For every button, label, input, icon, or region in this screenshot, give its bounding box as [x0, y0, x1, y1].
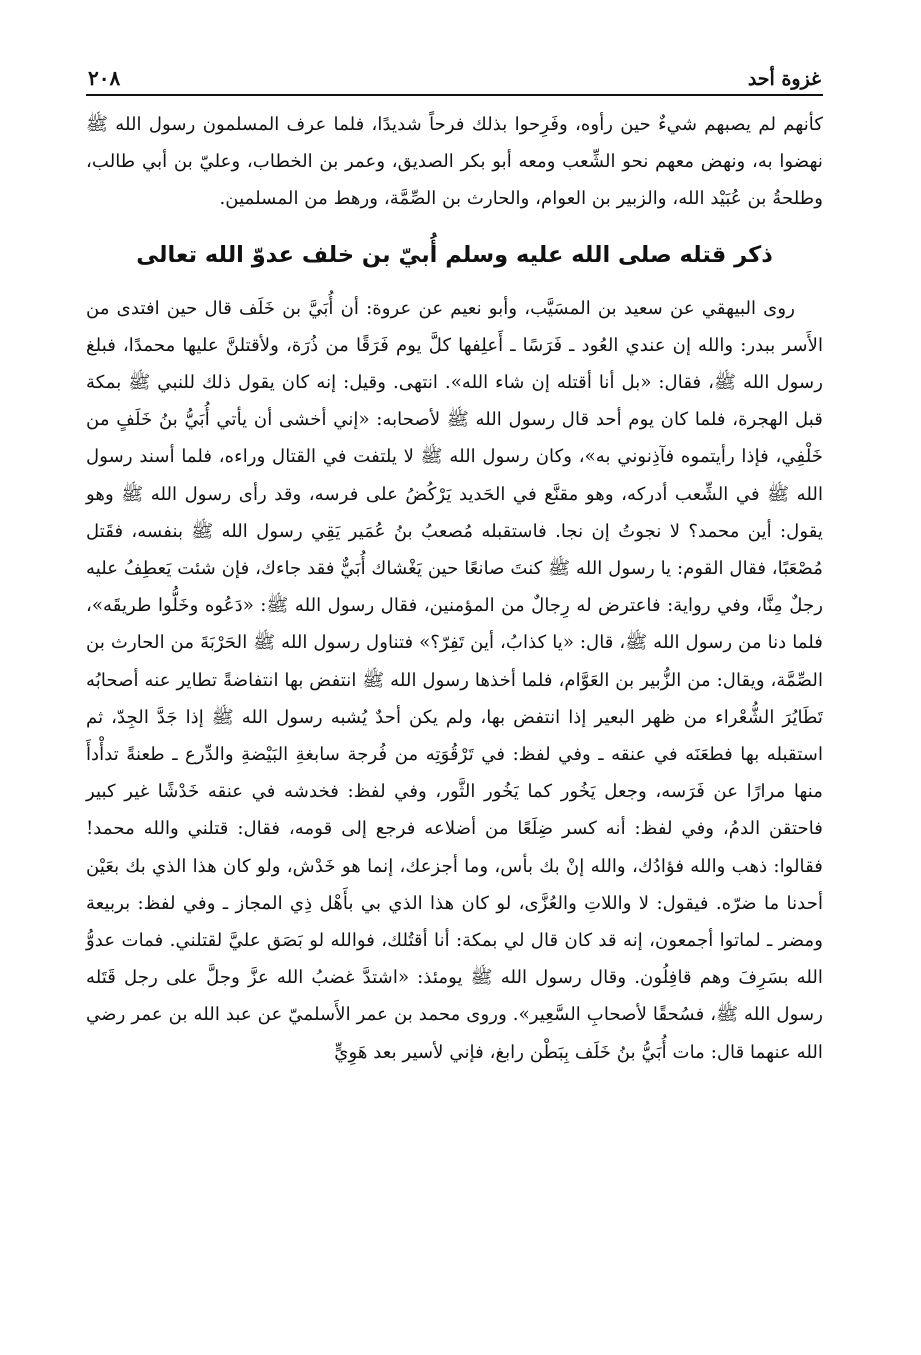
running-title: غزوة أحد — [747, 68, 821, 90]
intro-paragraph: كأنهم لم يصبهم شيءٌ حين رأوه، وفَرِحوا بذلك فرحاً شديدًا، فلما عرف المسلمون رسول الله ﷺ نهضوا به، ونهض معهم نحو الشِّعب ومعه أبو بكر الصديق، وعمر بن الخطاب، وعليّ بن أبي طالب، وطلحةُ بن عُبَيْد الله، والزبير بن العوام، والحارث بن الصِّمَّة، ورهط من المسلمين. — [86, 114, 823, 210]
page-header — [86, 54, 823, 96]
body-paragraph: روى البيهقي عن سعيد بن المسَيَّب، وأبو نعيم عن عروة: أن أُبَيَّ بن خَلَف قال حين افتدى من الأَسر ببدر: والله إن عندي العُود ـ فَرَسًا ـ أَعلِفها كلَّ يوم فَرَقًا من ذُرَة، ولأقتلنَّ عليها محمدًا، فبلغ رسول الله ﷺ، فقال: «بل أنا أقتله إن شاء الله». انتهى. وقيل: إنه كان يقول ذلك للنبي ﷺ بمكة قبل الهجرة، فلما كان يوم أحد قال رسول الله ﷺ لأصحابه: «إني أخشى أن يأتي أُبَيُّ بنُ خَلَفٍ من خَلْفِي، فإذا رأيتموه فآذِنوني به»، وكان رسول الله ﷺ لا يلتفت في القتال وراءه، فلما أسند رسول الله ﷺ في الشِّعب أدركه، وهو مقنَّع في الحَديد يَرْكُضُ على فرسه، وقد رأى رسول الله ﷺ وهو يقول: أين محمد؟ لا نجوتُ إن نجا. فاستقبله مُصعبُ بنُ عُمَير يَقِي رسول الله ﷺ بنفسه، فقَتل مُصْعَبًا، فقال القوم: يا رسول الله ﷺ كنتَ صانعًا حين يَغْشاك أُبَيٌّ فقد جاءك، فإن شئت يَعطِفُ عليه رجلٌ مِنَّا، وفي رواية: فاعترض له رِجالٌ من المؤمنين، فقال رسول الله ﷺ: «دَعُوه وخَلُّوا طريقَه»، فلما دنا من رسول الله ﷺ، قال: «يا كذابُ، أين تَفِرّ؟» فتناول رسول الله ﷺ الحَرْبَةَ من الحارث بن الصِّمَّة، ويقال: من الزُّبير بن العَوَّام، فلما أخذها رسول الله ﷺ انتفض بها انتفاضةً تطاير عنه أصحابُه تَطَايُرَ الشُّعْراء من ظهر البعير إذا انتفض بها، ولم يكن أحدٌ يُشبه رسول الله ﷺ إذا جَدَّ الجِدّ، ثم استقبله بها فطعَنَه في عنقه ـ وفي لفظ: في تَرْقُوَتِه من فُرجة سابغةِ البَيْضةِ والدِّرع ـ طعنةً تدأْدأَ منها مرارًا عن فَرَسه، وجعل يَخُور كما يَخُور الثَّور، وفي لفظ: فخدشه في عنقه خَدْشًا غير كبير فاحتقن الدمُ، وفي لفظ: أنه كسر ضِلَعًا من أضلاعه فرجع إلى قومه، فقال: قتلني والله محمد! فقالوا: ذهب والله فؤادُك، والله إنْ بك بأس، وما أجزعك، إنما هو خَدْش، ولو كان هذا الذي بك بعَيْن أحدنا ما ضرّه. فيقول: لا واللاتِ والعُزَّى، لو كان هذا الذي بي بأَهْل ذِي المجاز ـ وفي لفظ: بربيعة ومضر ـ لماتوا أجمعون، إنه قد كان قال لي بمكة: أنا أقتُلك، فوالله لو بَصَق عليَّ لقتلني. فمات عدوُّ الله بسَرِفَ وهم قافِلُون. وقال رسول الله ﷺ يومئذ: «اشتدَّ غضبُ الله عزَّ وجلَّ على رجل قَتَله رسول الله ﷺ، فسُحقًا لأصحابِ السَّعِير». وروى محمد بن عمر الأَسلميّ عن عبد الله بن عمر رضي الله عنهما قال: مات أُبَيُّ بنُ خَلَف بِبَطْن رابغ، فإني لأسير بعد هَوِيٍّ — [86, 297, 823, 1063]
section-title: ذكر قتله صلى الله عليه وسلم أُبيّ بن خلف عدوّ الله تعالى — [136, 241, 773, 268]
page-number: ٢٠٨ — [88, 66, 121, 90]
